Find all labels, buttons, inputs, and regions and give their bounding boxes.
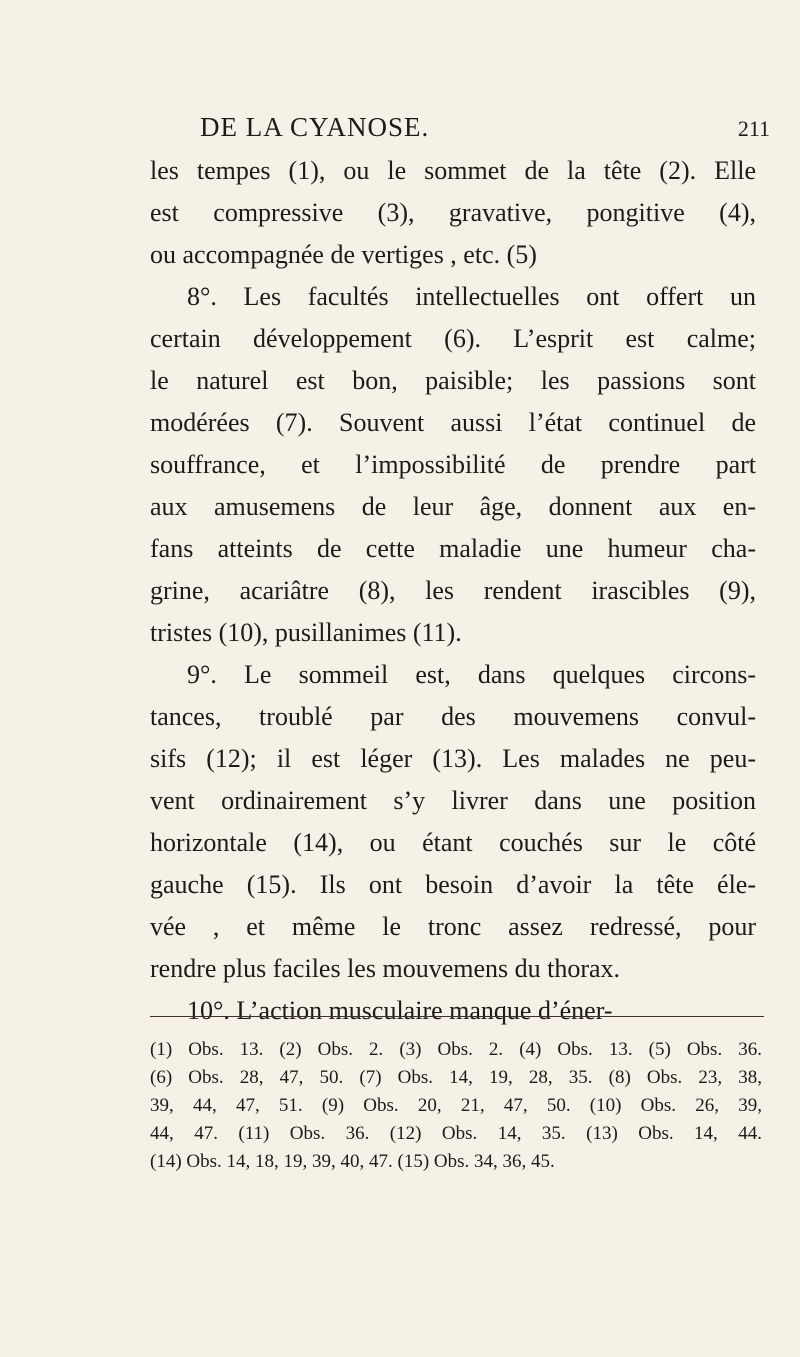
footnote-line: (1) Obs. 13. (2) Obs. 2. (3) Obs. 2. (4) Obs. 13. (5) Obs. 36. <box>150 1039 762 1060</box>
text-line: fans atteints de cette maladie une humeur cha- <box>150 534 756 563</box>
footnotes <box>150 1036 762 1176</box>
footnote-line: (14) Obs. 14, 18, 19, 39, 40, 47. (15) Obs. 34, 36, 45. <box>150 1151 555 1172</box>
page-number: 211 <box>737 116 770 141</box>
text-line: sifs (12); il est léger (13). Les malades ne peu- <box>150 744 756 773</box>
text-line: ou accompagnée de vertiges , etc. (5) <box>150 240 537 269</box>
text-line: modérées (7). Souvent aussi l’état continuel de <box>150 408 756 437</box>
text-line: tances, troublé par des mouvemens convul- <box>150 702 756 731</box>
text-line: certain développement (6). L’esprit est calme; <box>150 324 756 353</box>
text-line: vent ordinairement s’y livrer dans une position <box>150 786 756 815</box>
text-line: 8°. Les facultés intellectuelles ont offert un <box>187 282 756 311</box>
footnote-rule <box>150 1016 764 1017</box>
text-line: 9°. Le sommeil est, dans quelques circons- <box>187 660 756 689</box>
text-line: le naturel est bon, paisible; les passions sont <box>150 366 756 395</box>
main-text <box>150 150 756 1032</box>
text-line: les tempes (1), ou le sommet de la tête (2). Elle <box>150 156 756 185</box>
text-line: grine, acariâtre (8), les rendent irascibles (9), <box>150 576 756 605</box>
footnote-line: 44, 47. (11) Obs. 36. (12) Obs. 14, 35. (13) Obs. 14, 44. <box>150 1123 762 1144</box>
text-line: souffrance, et l’impossibilité de prendre part <box>150 450 756 479</box>
page-header <box>150 112 770 152</box>
text-line: aux amusemens de leur âge, donnent aux en- <box>150 492 756 521</box>
text-line: gauche (15). Ils ont besoin d’avoir la tête éle- <box>150 870 756 899</box>
text-line: rendre plus faciles les mouvemens du thorax. <box>150 954 621 983</box>
text-line: 10°. L’action musculaire manque d’éner- <box>187 996 613 1025</box>
running-title: DE LA CYANOSE. <box>200 112 430 142</box>
footnote-line: 39, 44, 47, 51. (9) Obs. 20, 21, 47, 50. (10) Obs. 26, 39, <box>150 1095 762 1116</box>
footnote-line: (6) Obs. 28, 47, 50. (7) Obs. 14, 19, 28, 35. (8) Obs. 23, 38, <box>150 1067 762 1088</box>
text-line: tristes (10), pusillanimes (11). <box>150 618 462 647</box>
text-line: horizontale (14), ou étant couchés sur le côté <box>150 828 756 857</box>
text-line: est compressive (3), gravative, pongitive (4), <box>150 198 756 227</box>
text-line: vée , et même le tronc assez redressé, pour <box>150 912 756 941</box>
